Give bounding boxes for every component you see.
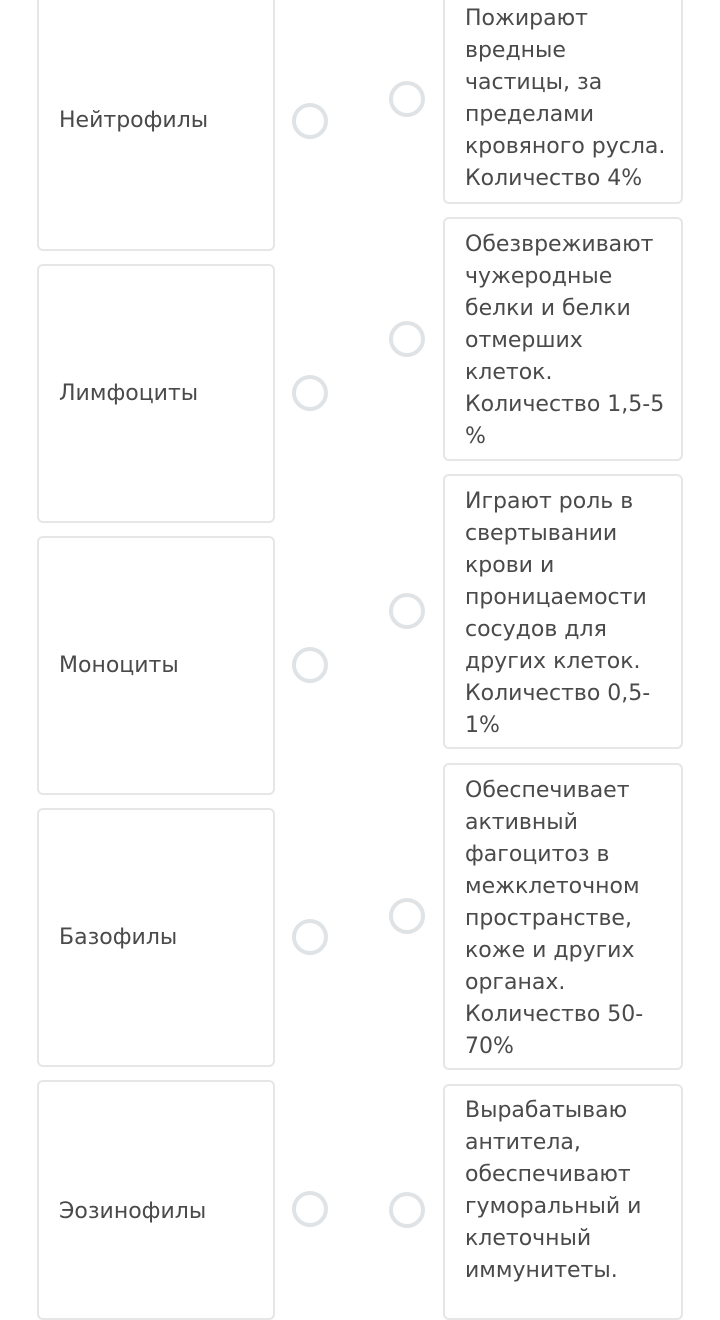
right-radio-button[interactable] — [389, 321, 425, 357]
left-card-label: Эозинофилы — [59, 1199, 207, 1224]
left-radio-button[interactable] — [292, 919, 328, 955]
right-card-description[interactable] — [443, 1084, 683, 1320]
left-card-label: Лимфоциты — [59, 380, 199, 406]
right-card-description[interactable] — [443, 763, 683, 1070]
left-card-eosinophils[interactable] — [37, 1080, 275, 1320]
right-card-description[interactable] — [443, 0, 683, 204]
left-card-monocytes[interactable] — [37, 536, 275, 795]
left-card-neutrophils[interactable] — [37, 0, 275, 251]
left-card-label: Моноциты — [59, 652, 179, 678]
right-card-text: Пожирают вредные частицы, за пределами кровяного русла. Количество 4% — [465, 6, 666, 191]
right-card-text: Обеспечивает активный фагоцитоз в межклеточном пространстве, коже и других органах. Количество 50- 70% — [465, 778, 644, 1059]
left-radio-button[interactable] — [292, 375, 328, 411]
left-card-basophils[interactable] — [37, 808, 275, 1067]
left-radio-button[interactable] — [292, 1191, 328, 1227]
left-card-label: Базофилы — [59, 924, 178, 950]
left-card-lymphocytes[interactable] — [37, 264, 275, 523]
left-radio-button[interactable] — [292, 103, 328, 139]
right-card-description[interactable] — [443, 474, 683, 749]
right-card-description[interactable] — [443, 217, 683, 461]
right-card-text: Вырабатываю антитела, обеспечивают гуморальный и клеточный иммунитеты. — [465, 1098, 642, 1283]
left-card-label: Нейтрофилы — [59, 107, 209, 133]
right-card-text: Играют роль в свертывании крови и проницаемости сосудов для других клеток. Количество 0,5- 1% — [465, 489, 651, 738]
right-radio-button[interactable] — [389, 1192, 425, 1228]
right-radio-button[interactable] — [389, 593, 425, 629]
right-radio-button[interactable] — [389, 81, 425, 117]
right-radio-button[interactable] — [389, 898, 425, 934]
left-radio-button[interactable] — [292, 647, 328, 683]
right-card-text: Обезвреживают чужеродные белки и белки отмерших клеток. Количество 1,5-5 % — [465, 232, 665, 449]
